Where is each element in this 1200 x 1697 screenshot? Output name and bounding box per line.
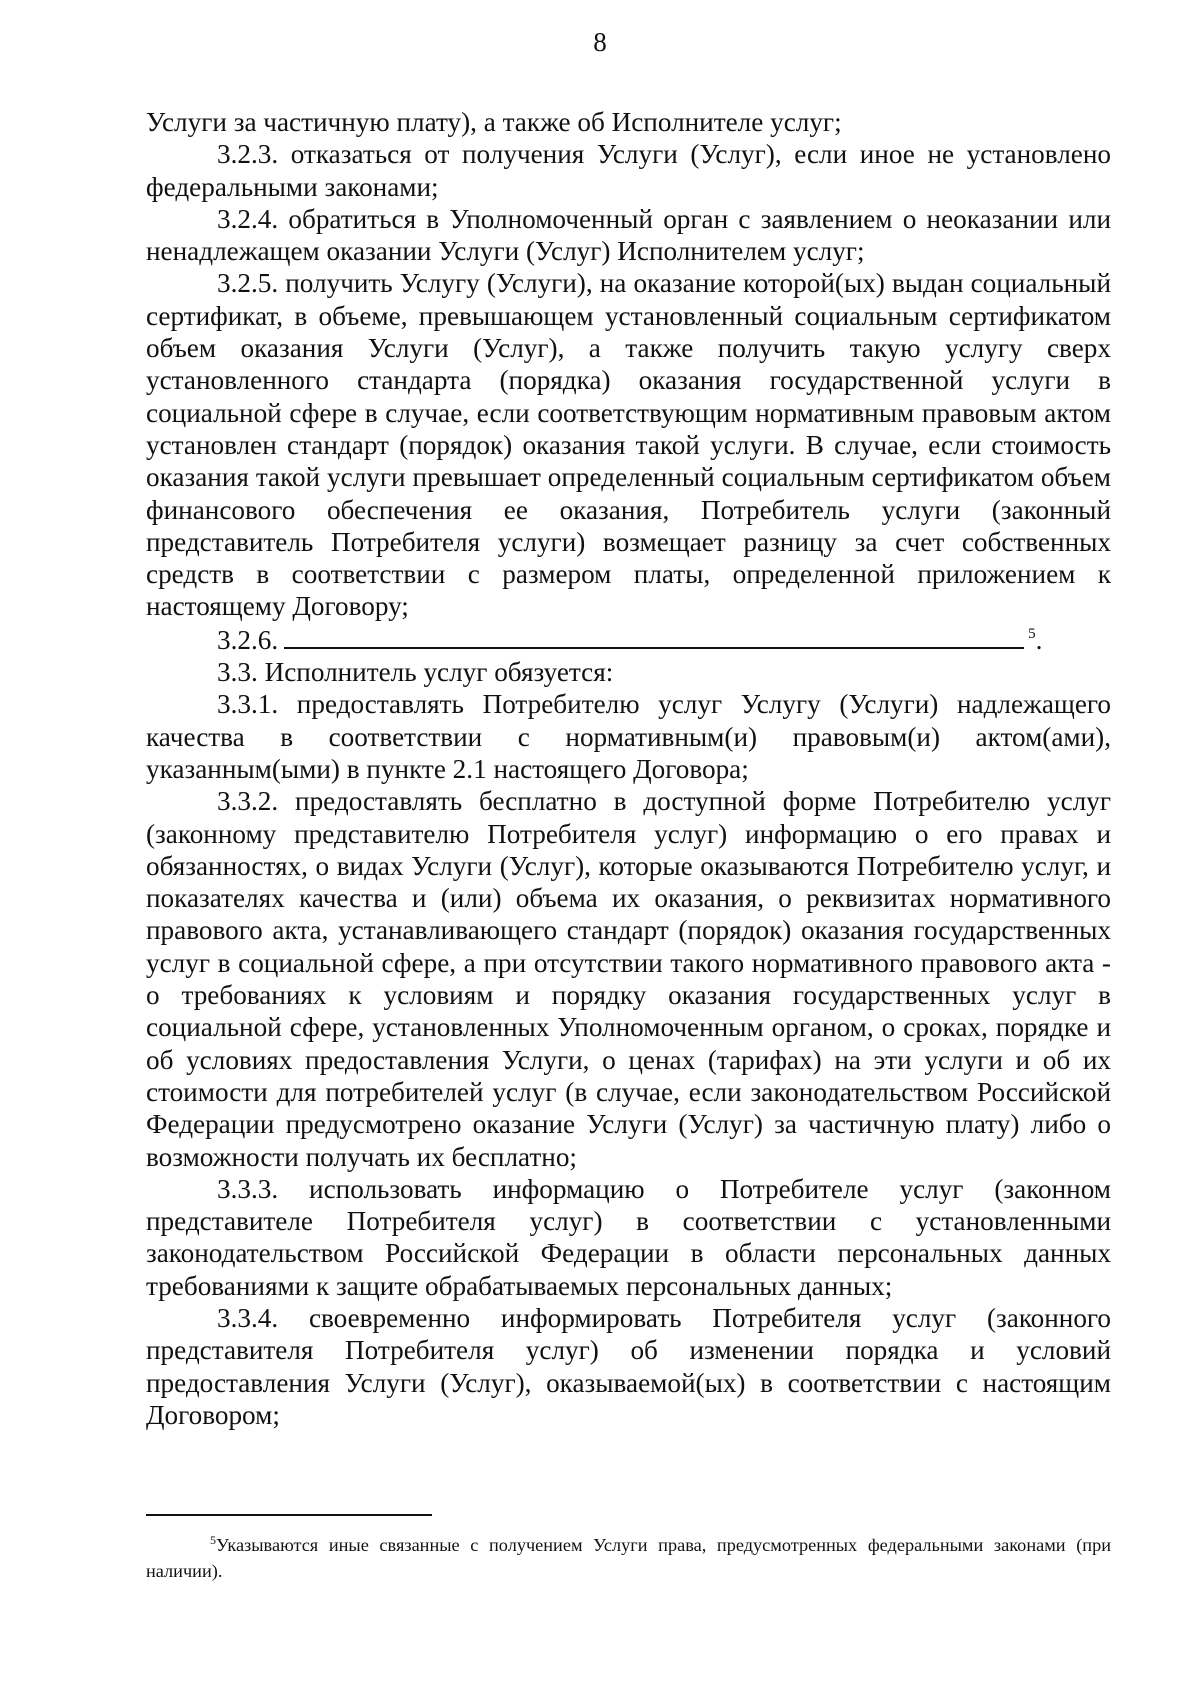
- document-body: [146, 106, 1111, 1431]
- footnote-reference: 5: [1028, 625, 1036, 642]
- paragraph-3-2-6-label: 3.2.6.: [217, 624, 279, 655]
- paragraph-3-3-4: 3.3.4. своевременно информировать Потребителя услуг (законного представителя Потребителя услуг) об изменении порядка и условий предоставления Услуги (Услуг), оказываемой(ых) в соответствии с настоящим Договором;: [146, 1302, 1111, 1430]
- paragraph-3-2-4: 3.2.4. обратиться в Уполномоченный орган с заявлением о неоказании или ненадлежащем оказании Услуги (Услуг) Исполнителем услуг;: [146, 203, 1111, 267]
- paragraph-3-3-1: 3.3.1. предоставлять Потребителю услуг Услугу (Услуги) надлежащего качества в соответствии с нормативным(и) правовым(и) актом(ами), указанным(ыми) в пункте 2.1 настоящего Договора;: [146, 689, 1111, 784]
- paragraph-continuation: Услуги за частичную плату), а также об Исполнителе услуг;: [146, 107, 842, 137]
- footnote-text: Указываются иные связанные с получением Услуги права, предусмотренных федеральными законами (при наличии).: [146, 1535, 1111, 1581]
- footnote-mark: 5: [210, 1533, 216, 1547]
- paragraph-3-2-6: [146, 623, 1111, 656]
- paragraph-3-2-5: 3.2.5. получить Услугу (Услуги), на оказание которой(ых) выдан социальный сертификат, в объеме, превышающем установленный социальным сертификатом объем оказания Услуги (Услуг), а также получить такую услугу сверх установленного стандарта (порядка) оказания государственной услуги в социальной сфере в случае, если соответствующим нормативным правовым актом установлен стандарт (порядок) оказания такой услуги. В случае, если стоимость оказания такой услуги превышает определенный социальным сертификатом объем финансового обеспечения ее оказания, Потребитель услуги (законный представитель Потребителя услуги) возмещает разницу за счет собственных средств в соответствии с размером платы, определенной приложением к настоящему Договору;: [146, 268, 1111, 622]
- paragraph-3-3-2: 3.3.2. предоставлять бесплатно в доступной форме Потребителю услуг (законному представителю Потребителя услуг) информацию о его правах и обязанностях, о видах Услуги (Услуг), которые оказываются Потребителю услуг, и показателях качества и (или) объема их оказания, о реквизитах нормативного правового акта, устанавливающего стандарт (порядок) оказания государственных услуг в социальной сфере, а при отсутствии такого нормативного правового акта - о требованиях к условиям и порядку оказания государственных услуг в социальной сфере, установленных Уполномоченным органом, о сроках, порядке и об условиях предоставления Услуги, о ценах (тарифах) на эти услуги и об их стоимости для потребителей услуг (в случае, если законодательством Российской Федерации предусмотрено оказание Услуги (Услуг) за частичную плату) либо о возможности получать их бесплатно;: [146, 786, 1111, 1172]
- page-number: 8: [593, 27, 607, 57]
- footnote: [146, 1532, 1111, 1584]
- paragraph-3-3-3: 3.3.3. использовать информацию о Потребителе услуг (законном представителе Потребителя услуг) в соответствии с установленными законодательством Российской Федерации в области персональных данных требованиями к защите обрабатываемых персональных данных;: [146, 1173, 1111, 1301]
- paragraph-3-3: 3.3. Исполнитель услуг обязуется:: [217, 657, 614, 688]
- blank-fill-line: [284, 623, 1024, 649]
- paragraph-3-2-6-end: .: [1035, 624, 1043, 655]
- paragraph-3-2-3: 3.2.3. отказаться от получения Услуги (Услуг), если иное не установлено федеральными законами;: [146, 139, 1111, 202]
- footnote-separator: [146, 1514, 432, 1516]
